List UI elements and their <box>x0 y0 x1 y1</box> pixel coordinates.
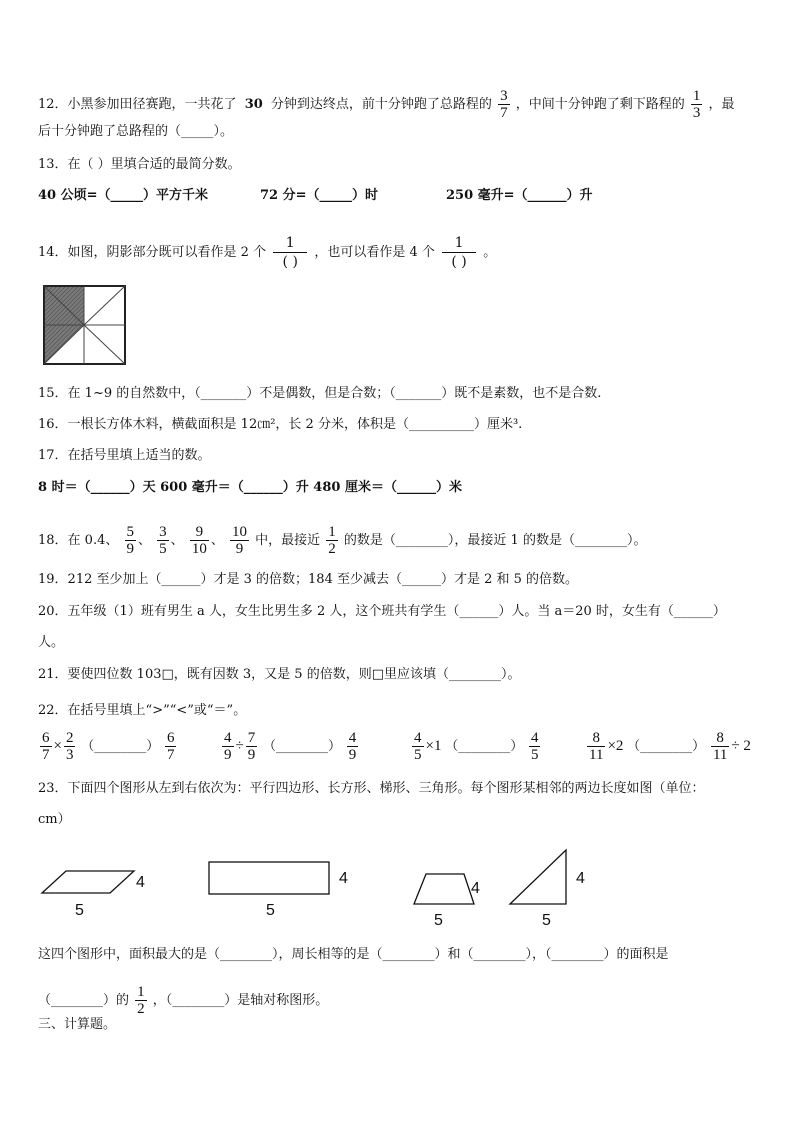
trapezoid-side-label: 4 <box>471 880 480 897</box>
question-17-title: 17．在括号里填上适当的数。 <box>38 448 211 463</box>
comparison-3: $\frac{4}{5}$ ×1 （________） $\frac{4}{5}$ <box>414 730 539 763</box>
parallelogram-base-label: 5 <box>75 902 84 919</box>
trapezoid-base-label: 5 <box>434 912 443 929</box>
triangle-figure <box>508 846 570 906</box>
question-20-line-1: 20．五年级（1）班有男生 a 人，女生比男生多 2 人，这个班共有学生（______）人。当 a＝20 时，女生有（______） <box>38 604 726 619</box>
question-13-item-c: 250 毫升=（______）升 <box>446 188 593 203</box>
question-23-answer-line-1: 这四个图形中，面积最大的是（________），周长相等的是（________）和（________），（________）的面积是 <box>38 947 669 962</box>
question-16: 16．一根长方体木料，横截面积是 12㎝²，长 2 分米，体积是（__________）厘米³. <box>38 417 523 432</box>
fraction: $\frac{3}{7}$ <box>500 88 508 121</box>
rectangle-figure <box>208 861 332 897</box>
blank-fraction: $\frac{1}{( )}$ <box>442 234 476 271</box>
question-19: 19．212 至少加上（______）才是 3 的倍数；184 至少减去（______）才是 2 和 5 的倍数。 <box>38 572 579 587</box>
question-23-line-2: cm） <box>38 812 71 827</box>
shaded-square-figure <box>42 284 128 366</box>
triangle-side-label: 4 <box>576 870 585 887</box>
fraction: $\frac{1}{3}$ <box>692 88 701 121</box>
question-15: 15．在 1~9 的自然数中，（_______）不是偶数，但是合数；（_______）既不是素数，也不是合数. <box>38 386 602 401</box>
comparison-4: $\frac{8}{11}$ ×2 （________） $\frac{8}{11}$ ÷ 2 <box>589 730 751 763</box>
question-13-item-a: 40 公顷=（_____）平方千米 <box>38 188 209 203</box>
rectangle-base-label: 5 <box>266 902 275 919</box>
fraction: $\frac{5}{9}$ <box>126 524 134 557</box>
question-17-row: 8 时＝（______）天 600 毫升＝（______）升 480 厘米＝（______）米 <box>38 480 462 495</box>
comparison-1: $\frac{6}{7}$ × $\frac{2}{3}$ （________） $\frac{6}{7}$ <box>42 730 175 763</box>
question-21: 21．要使四位数 103□，既有因数 3，又是 5 的倍数，则□里应该填（________）。 <box>38 667 521 682</box>
fraction-one-half: $\frac{1}{2}$ <box>328 524 336 557</box>
trapezoid-figure <box>412 872 476 906</box>
section-3-heading: 三、计算题。 <box>38 1017 117 1032</box>
question-18-line: 18．在 0.4、 $\frac{5}{9}$ 、 $\frac{3}{5}$ 、 $\frac{9}{10}$ 、 $\frac{10}{9}$ 中，最接近 $\frac{1}{2}$ 的数是（________），最接近 1 的数是（________）。 <box>38 524 647 557</box>
fraction: $\frac{3}{5}$ <box>159 524 167 557</box>
fraction: $\frac{9}{10}$ <box>191 524 207 557</box>
rectangle-side-label: 4 <box>339 870 348 887</box>
question-12-line-2: 后十分钟跑了总路程的（_____）。 <box>38 124 234 139</box>
parallelogram-side-label: 4 <box>136 874 145 891</box>
fraction-one-half: $\frac{1}{2}$ <box>137 984 145 1017</box>
question-14-line: 14．如图，阴影部分既可以看作是 2 个 $\frac{1}{( )}$ ，也可以看作是 4 个 $\frac{1}{( )}$ 。 <box>38 235 497 270</box>
question-23-answer-line-2: （________）的 $\frac{1}{2}$ ，（________）是轴对称图形。 <box>38 984 329 1017</box>
question-20-line-2: 人。 <box>38 635 65 650</box>
question-13-item-b: 72 分=（_____）时 <box>260 188 379 203</box>
question-12-line-1: 12．小黑参加田径赛跑，一共花了 30 分钟到达终点，前十分钟跑了总路程的 $\frac{3}{7}$ ，中间十分钟跑了剩下路程的 $\frac{1}{3}$ ，最 <box>38 88 735 121</box>
fraction: $\frac{10}{9}$ <box>231 524 247 557</box>
question-22-title: 22．在括号里填上“>”“<”或“＝”。 <box>38 703 247 718</box>
parallelogram-figure <box>40 868 136 896</box>
triangle-base-label: 5 <box>542 912 551 929</box>
question-13-title: 13．在（ ）里填合适的最简分数。 <box>38 157 241 172</box>
comparison-2: $\frac{4}{9}$ ÷ $\frac{7}{9}$ （________） $\frac{4}{9}$ <box>224 730 357 763</box>
blank-fraction: $\frac{1}{( )}$ <box>273 234 307 271</box>
question-23-line-1: 23．下面四个图形从左到右依次为：平行四边形、长方形、梯形、三角形。每个图形某相邻的两边长度如图（单位： <box>38 781 705 796</box>
